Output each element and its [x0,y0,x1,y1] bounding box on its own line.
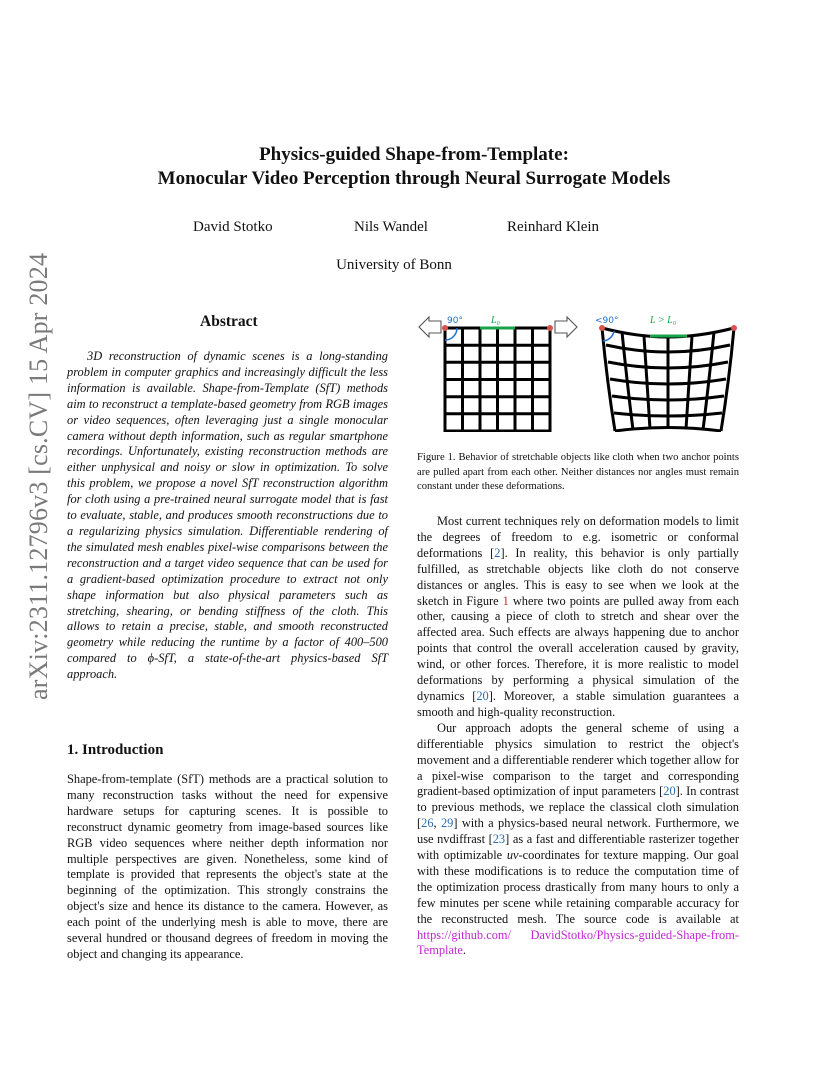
section-heading-introduction: 1. Introduction [67,742,164,758]
text-run: ] as a fast and differentiable rasterizer together with optimizable [417,832,739,863]
paper-title [0,143,828,191]
citation-link[interactable]: 29 [440,816,454,831]
length-label-right: L > L₀ [650,315,677,326]
arxiv-identifier: arXiv:2311.12796v3 [cs.CV] 15 Apr 2024 [24,252,53,700]
arrow-left-icon [419,317,441,337]
deformed-grid [602,328,734,431]
author-2: Nils Wandel [354,219,428,235]
right-column-text [417,514,739,959]
citation-link[interactable]: 23 [492,832,506,847]
intro-paragraph-3 [417,721,739,960]
title-line-2: Monocular Video Perception through Neural Surrogate Models [157,168,671,189]
length-label-left: L₀ [491,315,501,326]
text-run: ]. In reality, this behavior is only partially fulfilled, as stretchable objects like cloth do not conserve distances or angles. This is easy to see when we look at the sketch in Figure [417,545,739,608]
text-run: ] with a physics-based neural network. Furthermore, we use nvdiffrast [ [417,816,739,847]
text-run: Our approach adopts the general scheme of using a differentiable physics simulation to restrict the object's movement and a differentiable renderer which together allow for a pixel-wise comparison to the target and corresponding gradient-based optimization of input parameters [ [417,720,739,799]
source-code-link-continued[interactable]: DavidStotko/Physics-guided-Shape-from-Template [417,927,739,958]
figure-reference-link[interactable]: 1 [502,593,509,608]
figure-1-caption: Figure 1. Behavior of stretchable objects like cloth when two anchor points are pulled apart from each other. Neither distances nor angles must remain constant under these deformations. [417,452,739,492]
title-line-1: Physics-guided Shape-from-Template: [259,144,569,165]
citation-link[interactable]: 26 [421,816,434,831]
abstract-heading: Abstract [200,313,258,330]
figure-1-cloth-diagram [417,312,739,432]
anchor-point-right-deformed [731,325,737,331]
citation-link[interactable]: 20 [663,784,676,799]
text-run: Most current techniques rely on deformation models to limit the degrees of freedom to e.g. isometric or conformal deformations [ [417,514,739,560]
abstract-text: 3D reconstruction of dynamic scenes is a long-standing problem in computer graphics and increasingly difficult the less information is available. Shape-from-Template (SfT) methods aim to reconstruct a template-based geometry from RGB images or video sequences, often leveraging just a single monocular camera without depth information, such as regular smartphone recordings. Unfortunately, existing reconstruction methods are either unphysical and noisy or slow in optimization. To solve this problem, we propose a novel SfT reconstruction algorithm for cloth using a pre-trained neural surrogate model that is fast to evaluate, stable, and produces smooth reconstructions due to a regularizing physics simulation. Differentiable rendering of the simulated mesh enables pixel-wise comparisons between the reconstruction and a target video sequence that can be used for a gradient-based optimization procedure to extract not only shape information but also physical parameters such as stretching, shearing, or bending stiffness of the cloth. This allows to retain a precise, stable, and smooth reconstructed geometry while reducing the runtime by a factor of 400–500 compared to ϕ-SfT, a state-of-the-art physics-based SfT approach. [67,349,388,682]
angle-label-right: <90° [595,316,619,326]
citation-link[interactable]: 20 [476,688,489,703]
text-run: , [433,816,441,831]
citation-link[interactable]: 2 [494,545,501,560]
introduction-paragraph: Shape-from-template (SfT) methods are a practical solution to many reconstruction tasks without the need for expensive hardware setups for capturing scenes. It is possible to reconstruct dynamic geometry from image-based sources like RGB video sequences where neither depth information nor multiple perspectives are given. Nonetheless, some kind of template is provided that represents the object's state at the beginning of the optimization. This strongly constrains the object's size and hence its distance to the camera. However, as each point of the underlying mesh is able to move, there are several hundred or thousand degrees of freedom in moving the object and changing its appearance. [67,772,388,961]
undeformed-grid [445,328,550,431]
text-run: -coordinates for texture mapping. Our goal with these modifications is to reduce the computation time of the optimization process drastically from many hours to only a few minutes per scene while retaining comparable accuracy for the reconstructed mesh. The source code is available at [417,848,739,926]
author-3: Reinhard Klein [507,219,600,235]
affiliation: University of Bonn [336,257,452,273]
author-1: David Stotko [193,219,273,235]
angle-label-left: 90° [447,316,463,326]
uv-math: uv [506,848,519,863]
intro-paragraph-2 [417,514,739,721]
text-run: ]. Moreover, a stable simulation guarantees a smooth and high-quality reconstruction. [417,688,739,719]
text-run: . [462,943,467,958]
angle-marker-right [603,331,614,341]
text-run: ]. In contrast to previous methods, we replace the classical cloth simulation [ [417,784,739,831]
source-code-link[interactable]: https://github.com/ [417,927,511,942]
arrow-right-icon [555,317,577,337]
anchor-point-right [547,325,553,331]
text-run: where two points are pulled away from each other, causing a piece of cloth to stretch and shear over the affected area. Such effects are always happening due to anchor points that control the overall acceleration caused by gravity, wind, or other forces. Therefore, it is more realistic to model deformations by performing a physical simulation of the dynamics [ [417,593,739,703]
